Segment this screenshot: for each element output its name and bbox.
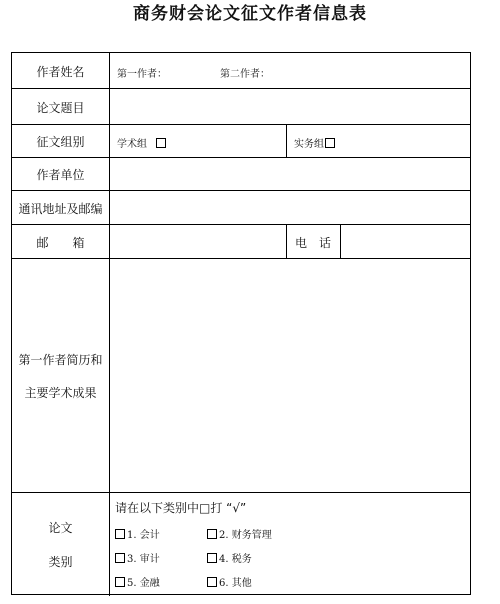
phone-label: 电 话 <box>294 236 331 250</box>
email-label: 邮 箱 <box>36 236 85 250</box>
paper-title-label: 论文题目 <box>36 101 85 115</box>
resume-label-line2: 主要学术成果 <box>24 386 97 400</box>
resume-field[interactable] <box>110 259 470 491</box>
category-label-line2: 类别 <box>48 555 73 569</box>
category-label-line1: 论文 <box>48 521 73 535</box>
row-divider <box>12 124 470 125</box>
practice-group-option[interactable] <box>294 135 337 150</box>
info-form-table <box>11 52 471 595</box>
first-author-field[interactable]: 第一作者： <box>117 69 167 80</box>
paper-title-field[interactable] <box>110 89 470 123</box>
resume-label-line1: 第一作者简历和 <box>18 353 103 367</box>
checkbox-icon[interactable] <box>115 553 125 563</box>
academic-group-label: 学术组 <box>117 139 147 150</box>
category-option-financial-management[interactable]: 2. 财务管理 <box>207 526 272 541</box>
form-title: 商务财会论文征文作者信息表 <box>133 4 367 24</box>
academic-group-option[interactable] <box>117 135 168 150</box>
category-instruction: 请在以下类别中□打 “√” <box>115 501 247 515</box>
checkbox-icon[interactable] <box>156 138 166 148</box>
checkbox-icon[interactable] <box>325 138 335 148</box>
checkbox-icon[interactable] <box>115 577 125 587</box>
category-option-audit[interactable]: 3. 审计 <box>115 550 160 565</box>
checkbox-icon[interactable] <box>207 553 217 563</box>
category-option-tax[interactable]: 4. 税务 <box>207 550 252 565</box>
row-divider <box>12 492 470 493</box>
category-option-other[interactable]: 6. 其他 <box>207 574 252 589</box>
practice-group-label: 实务组 <box>294 139 324 150</box>
email-field[interactable] <box>110 225 285 258</box>
address-label: 通讯地址及邮编 <box>18 202 103 216</box>
affiliation-label: 作者单位 <box>36 168 85 182</box>
checkbox-icon[interactable] <box>207 577 217 587</box>
checkbox-icon[interactable] <box>115 529 125 539</box>
affiliation-field[interactable] <box>110 158 470 190</box>
category-option-accounting[interactable]: 1. 会计 <box>115 526 160 541</box>
column-divider <box>286 124 287 157</box>
checkbox-icon[interactable] <box>207 529 217 539</box>
author-name-label: 作者姓名 <box>36 65 85 79</box>
address-field[interactable] <box>110 191 470 224</box>
phone-field[interactable] <box>341 225 470 258</box>
category-option-finance[interactable]: 5. 金融 <box>115 574 160 589</box>
second-author-field[interactable]: 第二作者： <box>220 69 270 80</box>
group-label: 征文组别 <box>36 135 85 149</box>
